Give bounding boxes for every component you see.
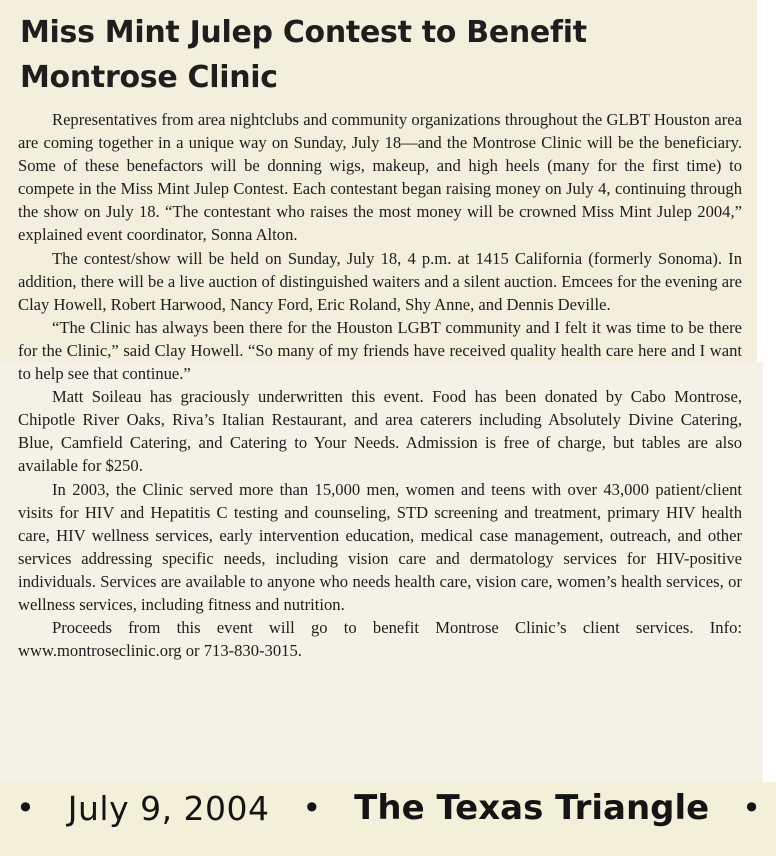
article-paragraph: The contest/show will be held on Sunday, July 18, 4 p.m. at 1415 California (formerly Sonoma). In addition, there will be a live auction of distinguished waiters and a silent auction. Emcees for the evening are Clay Howell, Robert Harwood, Nancy Ford, Eric Roland, Shy Anne, and Dennis Deville. <box>18 248 742 314</box>
publication-name: The Texas Triangle <box>354 788 710 828</box>
article-paragraph: In 2003, the Clinic served more than 15,000 men, women and teens with over 43,000 patient/client visits for HIV and Hepatitis C testing and counseling, STD screening and treatment, primary HIV health care, HIV wellness services, early intervention education, medical case management, outreach, and other services addressing specific needs, including vision care and dermatology services for HIV-positive individuals. Services are available to anyone who needs health care, vision care, women’s health services, or wellness services, including fitness and nutrition. <box>18 479 742 614</box>
bullet-right: • <box>742 789 761 827</box>
bullet-left: • <box>16 789 35 827</box>
article-paragraph: Representatives from area nightclubs and community organizations throughout the GLBT Houston area are coming together in a unique way on Sunday, July 18—and the Montrose Clinic will be the beneficiary. Some of these benefactors will be donning wigs, makeup, and high heels (many for the first time) to compete in the Miss Mint Julep Contest. Each contestant began raising money on July 4, continuing through the show on July 18. “The contestant who raises the most money will be crowned Miss Mint Julep 2004,” explained event coordinator, Sonna Alton. <box>18 110 742 245</box>
article-headline: Miss Mint Julep Contest to Benefit Montrose Clinic <box>20 15 587 95</box>
article-paragraph: Proceeds from this event will go to benefit Montrose Clinic’s client services. Info: www.montroseclinic.org or 713-830-3015. <box>18 618 742 661</box>
page-footer <box>16 788 761 828</box>
publication-date: July 9, 2004 <box>67 788 270 828</box>
article-body <box>18 108 742 662</box>
article-paragraph: “The Clinic has always been there for the Houston LGBT community and I felt it was time to be there for the Clinic,” said Clay Howell. “So many of my friends have received quality health care here and I want to help see that continue.” <box>18 317 742 384</box>
article-paragraph: Matt Soileau has graciously underwritten this event. Food has been donated by Cabo Montrose, Chipotle River Oaks, Riva’s Italian Restaurant, and area caterers including Absolutely Divine Catering, Blue, Camfield Catering, and Catering to Your Needs. Admission is free of charge, but tables are also available for $250. <box>18 387 742 476</box>
bullet-middle: • <box>302 789 322 827</box>
